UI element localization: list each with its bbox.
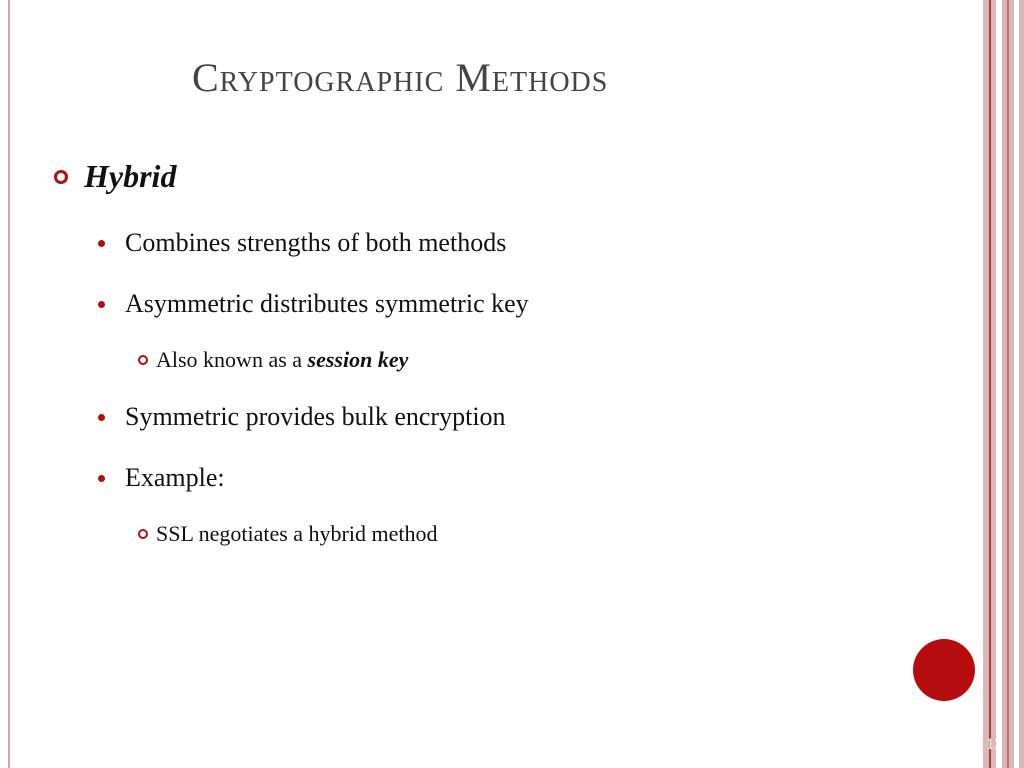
sub-bullet-ssl [138,521,437,547]
bullet-text: Symmetric provides bulk encryption [125,402,506,431]
sub-bullet-text: SSL negotiates a hybrid method [156,521,438,546]
stripe [989,0,991,768]
stripe [1014,0,1019,768]
sub-bullet-session-key [138,347,408,373]
dot-bullet-icon [98,301,105,308]
bullet-text: Combines strengths of both methods [125,228,507,257]
bullet-asymmetric [98,289,529,319]
bullet-combines [98,228,506,258]
left-border-rule [8,0,10,768]
ring-bullet-icon [54,170,68,184]
dot-bullet-icon [98,475,105,482]
bullet-hybrid [54,158,176,195]
stripe [996,0,1002,768]
bullet-text: Example: [125,463,225,492]
bullet-text: Asymmetric distributes symmetric key [125,289,529,318]
stripe [980,0,983,768]
right-decorative-stripes [980,0,1024,768]
dot-bullet-icon [98,240,105,247]
bullet-hybrid-label: Hybrid [84,158,177,194]
sub-bullet-prefix: Also known as a [156,347,308,372]
small-ring-bullet-icon [138,529,148,539]
decorative-red-circle [913,639,975,701]
session-key-emphasis: session key [307,347,409,372]
page-number: 13 [986,736,1002,753]
bullet-example [98,463,225,493]
stripe [1007,0,1009,768]
sub-bullet-text [156,347,408,373]
slide-title: Cryptographic Methods [192,55,609,100]
bullet-symmetric [98,402,506,432]
small-ring-bullet-icon [138,355,148,365]
dot-bullet-icon [98,414,105,421]
